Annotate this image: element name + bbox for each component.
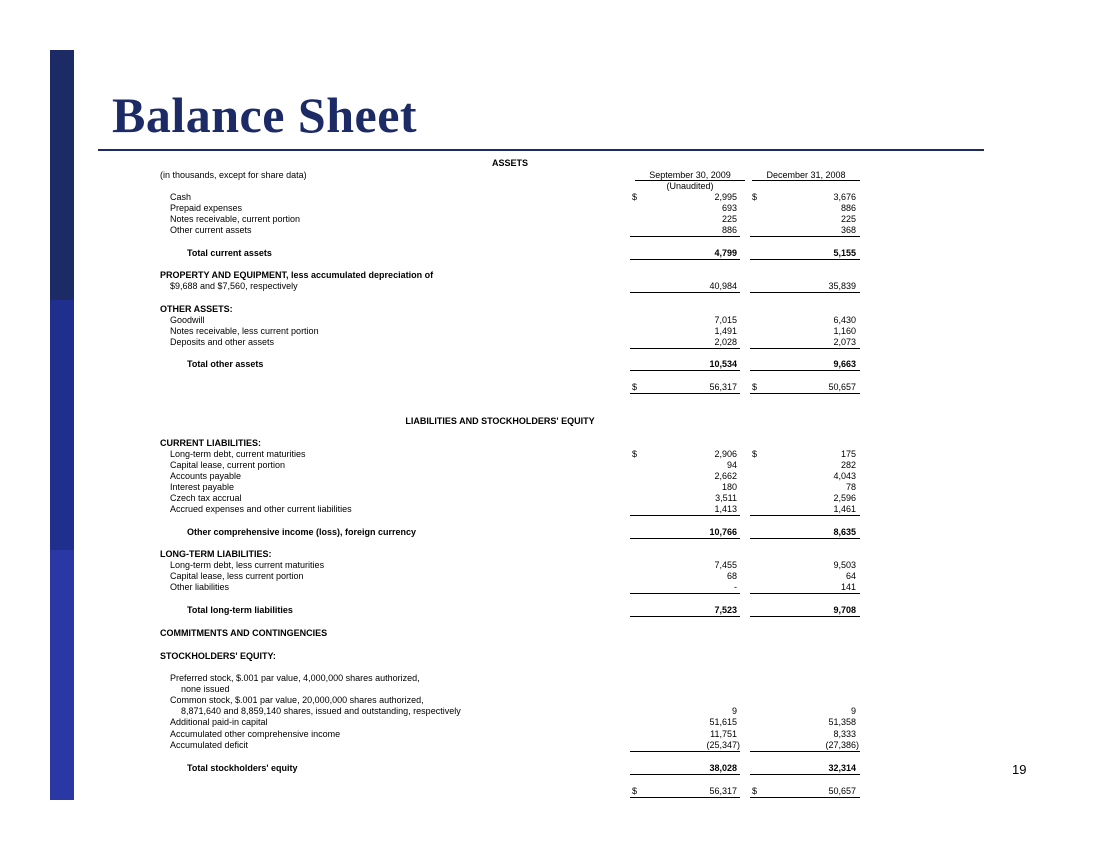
dollar-sign: $: [752, 192, 758, 202]
accent-bar-middle: [50, 300, 74, 550]
value-2008: 886: [840, 203, 856, 213]
total-row: [160, 605, 860, 616]
row-label: Prepaid expenses: [170, 203, 243, 213]
assets-heading-row: [160, 158, 860, 169]
grand-total-row: [160, 382, 860, 393]
table-row: [160, 315, 860, 326]
value-2008: 9,663: [833, 359, 856, 369]
value-2008: 9,503: [833, 560, 856, 570]
value-2008: 2,073: [833, 337, 856, 347]
row-label: Additional paid-in capital: [170, 717, 268, 727]
row-label: Notes receivable, current portion: [170, 214, 301, 224]
value-2008: 1,160: [833, 326, 856, 336]
page-number: 19: [1012, 762, 1027, 777]
value-2009: 7,455: [714, 560, 737, 570]
value-2009: 68: [726, 571, 737, 581]
underline: [630, 259, 740, 260]
section-heading-row: [160, 304, 860, 315]
dollar-sign: $: [632, 382, 638, 392]
row-label: Cash: [170, 192, 192, 202]
table-row: [160, 706, 860, 717]
row-label: none issued: [181, 684, 230, 694]
dollar-sign: $: [632, 192, 638, 202]
row-label: Accumulated other comprehensive income: [170, 729, 341, 739]
row-label: Goodwill: [170, 315, 205, 325]
total-row: [160, 527, 860, 538]
value-2009: 2,906: [714, 449, 737, 459]
value-2008: 50,657: [828, 382, 856, 392]
value-2009: 3,511: [715, 493, 737, 503]
value-2009: 10,534: [709, 359, 737, 369]
value-2009: 225: [721, 214, 737, 224]
col1-subheader-row: [160, 181, 860, 192]
row-label: Long-term debt, less current maturities: [170, 560, 325, 570]
row-label: Accrued expenses and other current liabilities: [170, 504, 352, 514]
value-2009: 51,615: [709, 717, 737, 727]
value-2009: (25,347): [706, 740, 740, 750]
value-2009: 56,317: [709, 382, 737, 392]
underline: [750, 515, 860, 516]
row-label: Other liabilities: [170, 582, 230, 592]
value-2009: 180: [721, 482, 737, 492]
value-2009: 56,317: [709, 786, 737, 796]
value-2009: 38,028: [709, 763, 737, 773]
row-label: Long-term debt, current maturities: [170, 449, 306, 459]
liabilities-heading-row: [160, 416, 860, 427]
underline: [750, 538, 860, 539]
table-row: [160, 337, 860, 348]
row-label: PROPERTY AND EQUIPMENT, less accumulated depreciation of: [160, 270, 434, 280]
table-row: [160, 740, 860, 751]
slide-title: Balance Sheet: [112, 87, 418, 143]
value-2008: 8,635: [833, 527, 856, 537]
underline: [630, 751, 740, 752]
value-2008: 9,708: [833, 605, 856, 615]
row-label: Accounts payable: [170, 471, 242, 481]
assets-heading: ASSETS: [491, 158, 528, 168]
underline: [630, 797, 740, 798]
row-label: OTHER ASSETS:: [160, 304, 233, 314]
row-label: Other current assets: [170, 225, 252, 235]
row-label: Capital lease, current portion: [170, 460, 286, 470]
table-row: [160, 203, 860, 214]
underline: [630, 370, 740, 371]
value-2008: 175: [840, 449, 856, 459]
underline: [630, 616, 740, 617]
section-heading-row: [160, 549, 860, 560]
underline: [630, 538, 740, 539]
underline: [750, 292, 860, 293]
value-2008: 35,839: [828, 281, 856, 291]
row-label: Total current assets: [187, 248, 272, 258]
value-2008: 141: [840, 582, 856, 592]
table-row: [160, 673, 860, 684]
value-2009: 7,523: [714, 605, 737, 615]
value-2008: 6,430: [833, 315, 856, 325]
table-row: [160, 717, 860, 728]
table-row: [160, 192, 860, 203]
row-label: CURRENT LIABILITIES:: [160, 438, 261, 448]
underline: [630, 593, 740, 594]
row-label: Deposits and other assets: [170, 337, 275, 347]
row-label: STOCKHOLDERS' EQUITY:: [160, 651, 276, 661]
table-row: [160, 571, 860, 582]
value-2009: 2,662: [714, 471, 737, 481]
table-row: [160, 482, 860, 493]
underline: [630, 515, 740, 516]
underline: [630, 348, 740, 349]
value-2009: -: [734, 582, 737, 592]
row-label: Notes receivable, less current portion: [170, 326, 319, 336]
row-label: Common stock, $.001 par value, 20,000,000 shares authorized,: [170, 695, 424, 705]
dollar-sign: $: [632, 786, 638, 796]
row-label: COMMITMENTS AND CONTINGENCIES: [160, 628, 328, 638]
table-row: [160, 460, 860, 471]
value-2009: 693: [721, 203, 737, 213]
underline: [750, 348, 860, 349]
value-2009: 2,028: [714, 337, 737, 347]
total-row: [160, 763, 860, 774]
table-row: [160, 281, 860, 292]
value-2008: 8,333: [833, 729, 856, 739]
row-label: Capital lease, less current portion: [170, 571, 304, 581]
value-2008: 78: [845, 482, 856, 492]
value-2008: 51,358: [828, 717, 856, 727]
underline: [750, 774, 860, 775]
value-2009: 1,413: [714, 504, 737, 514]
row-label: Accumulated deficit: [170, 740, 249, 750]
col1-subheader: (Unaudited): [666, 181, 714, 191]
table-row: [160, 560, 860, 571]
row-label: Other comprehensive income (loss), foreign currency: [187, 527, 417, 537]
value-2008: 3,676: [833, 192, 856, 202]
value-2008: 32,314: [828, 763, 856, 773]
underline: [750, 236, 860, 237]
value-2008: 64: [845, 571, 856, 581]
value-2009: 94: [726, 460, 737, 470]
table-row: [160, 225, 860, 236]
underline: [750, 593, 860, 594]
section-heading-row: [160, 438, 860, 449]
value-2008: 4,043: [833, 471, 856, 481]
value-2008: 9: [850, 706, 856, 716]
value-2009: 7,015: [714, 315, 737, 325]
underline: [750, 393, 860, 394]
liabilities-heading: LIABILITIES AND STOCKHOLDERS' EQUITY: [405, 416, 595, 426]
row-label: LONG-TERM LIABILITIES:: [160, 549, 272, 559]
row-label: Total stockholders' equity: [187, 763, 298, 773]
value-2009: 886: [721, 225, 737, 235]
value-2009: 40,984: [709, 281, 737, 291]
underline: [630, 774, 740, 775]
row-label: $9,688 and $7,560, respectively: [170, 281, 298, 291]
value-2009: 4,799: [714, 248, 737, 258]
underline: [630, 236, 740, 237]
value-2008: 225: [840, 214, 856, 224]
table-row: [160, 326, 860, 337]
value-2008: (27,386): [825, 740, 859, 750]
value-2009: 2,995: [714, 192, 737, 202]
section-heading-row: [160, 628, 860, 639]
grand-total-row: [160, 786, 860, 797]
table-row: [160, 214, 860, 225]
underline: [630, 292, 740, 293]
table-row: [160, 684, 860, 695]
table-row: [160, 695, 860, 706]
table-row: [160, 493, 860, 504]
value-2008: 50,657: [828, 786, 856, 796]
dollar-sign: $: [752, 786, 758, 796]
underline: [750, 797, 860, 798]
underline: [750, 259, 860, 260]
row-label: 8,871,640 and 8,859,140 shares, issued and outstanding, respectively: [181, 706, 461, 716]
underline: [750, 616, 860, 617]
value-2008: 282: [840, 460, 856, 470]
underline: [750, 751, 860, 752]
table-row: [160, 504, 860, 515]
title-rule: [98, 149, 984, 151]
accent-bar-bottom: [50, 550, 74, 800]
table-row: [160, 449, 860, 460]
table-row: [160, 582, 860, 593]
value-2009: 11,751: [710, 729, 737, 739]
column-header-row: [160, 170, 860, 181]
accent-bar-top: [50, 50, 74, 300]
value-2008: 5,155: [833, 248, 856, 258]
row-label: Czech tax accrual: [170, 493, 242, 503]
value-2008: 368: [840, 225, 856, 235]
dollar-sign: $: [752, 449, 758, 459]
section-heading-row: [160, 651, 860, 662]
col2-header: December 31, 2008: [752, 170, 860, 181]
dollar-sign: $: [632, 449, 638, 459]
table-row: [160, 471, 860, 482]
table-row: [160, 270, 860, 281]
total-row: [160, 359, 860, 370]
underline: [750, 370, 860, 371]
dollar-sign: $: [752, 382, 758, 392]
value-2009: 10,766: [709, 527, 737, 537]
row-label: Interest payable: [170, 482, 235, 492]
value-2008: 2,596: [833, 493, 856, 503]
row-label: Preferred stock, $.001 par value, 4,000,000 shares authorized,: [170, 673, 420, 683]
value-2009: 1,491: [714, 326, 737, 336]
col1-header: September 30, 2009: [635, 170, 745, 181]
underline: [630, 393, 740, 394]
table-row: [160, 729, 860, 740]
value-2008: 1,461: [833, 504, 856, 514]
units-note: (in thousands, except for share data): [160, 170, 307, 180]
total-row: [160, 248, 860, 259]
row-label: Total long-term liabilities: [187, 605, 293, 615]
row-label: Total other assets: [187, 359, 264, 369]
value-2009: 9: [731, 706, 737, 716]
